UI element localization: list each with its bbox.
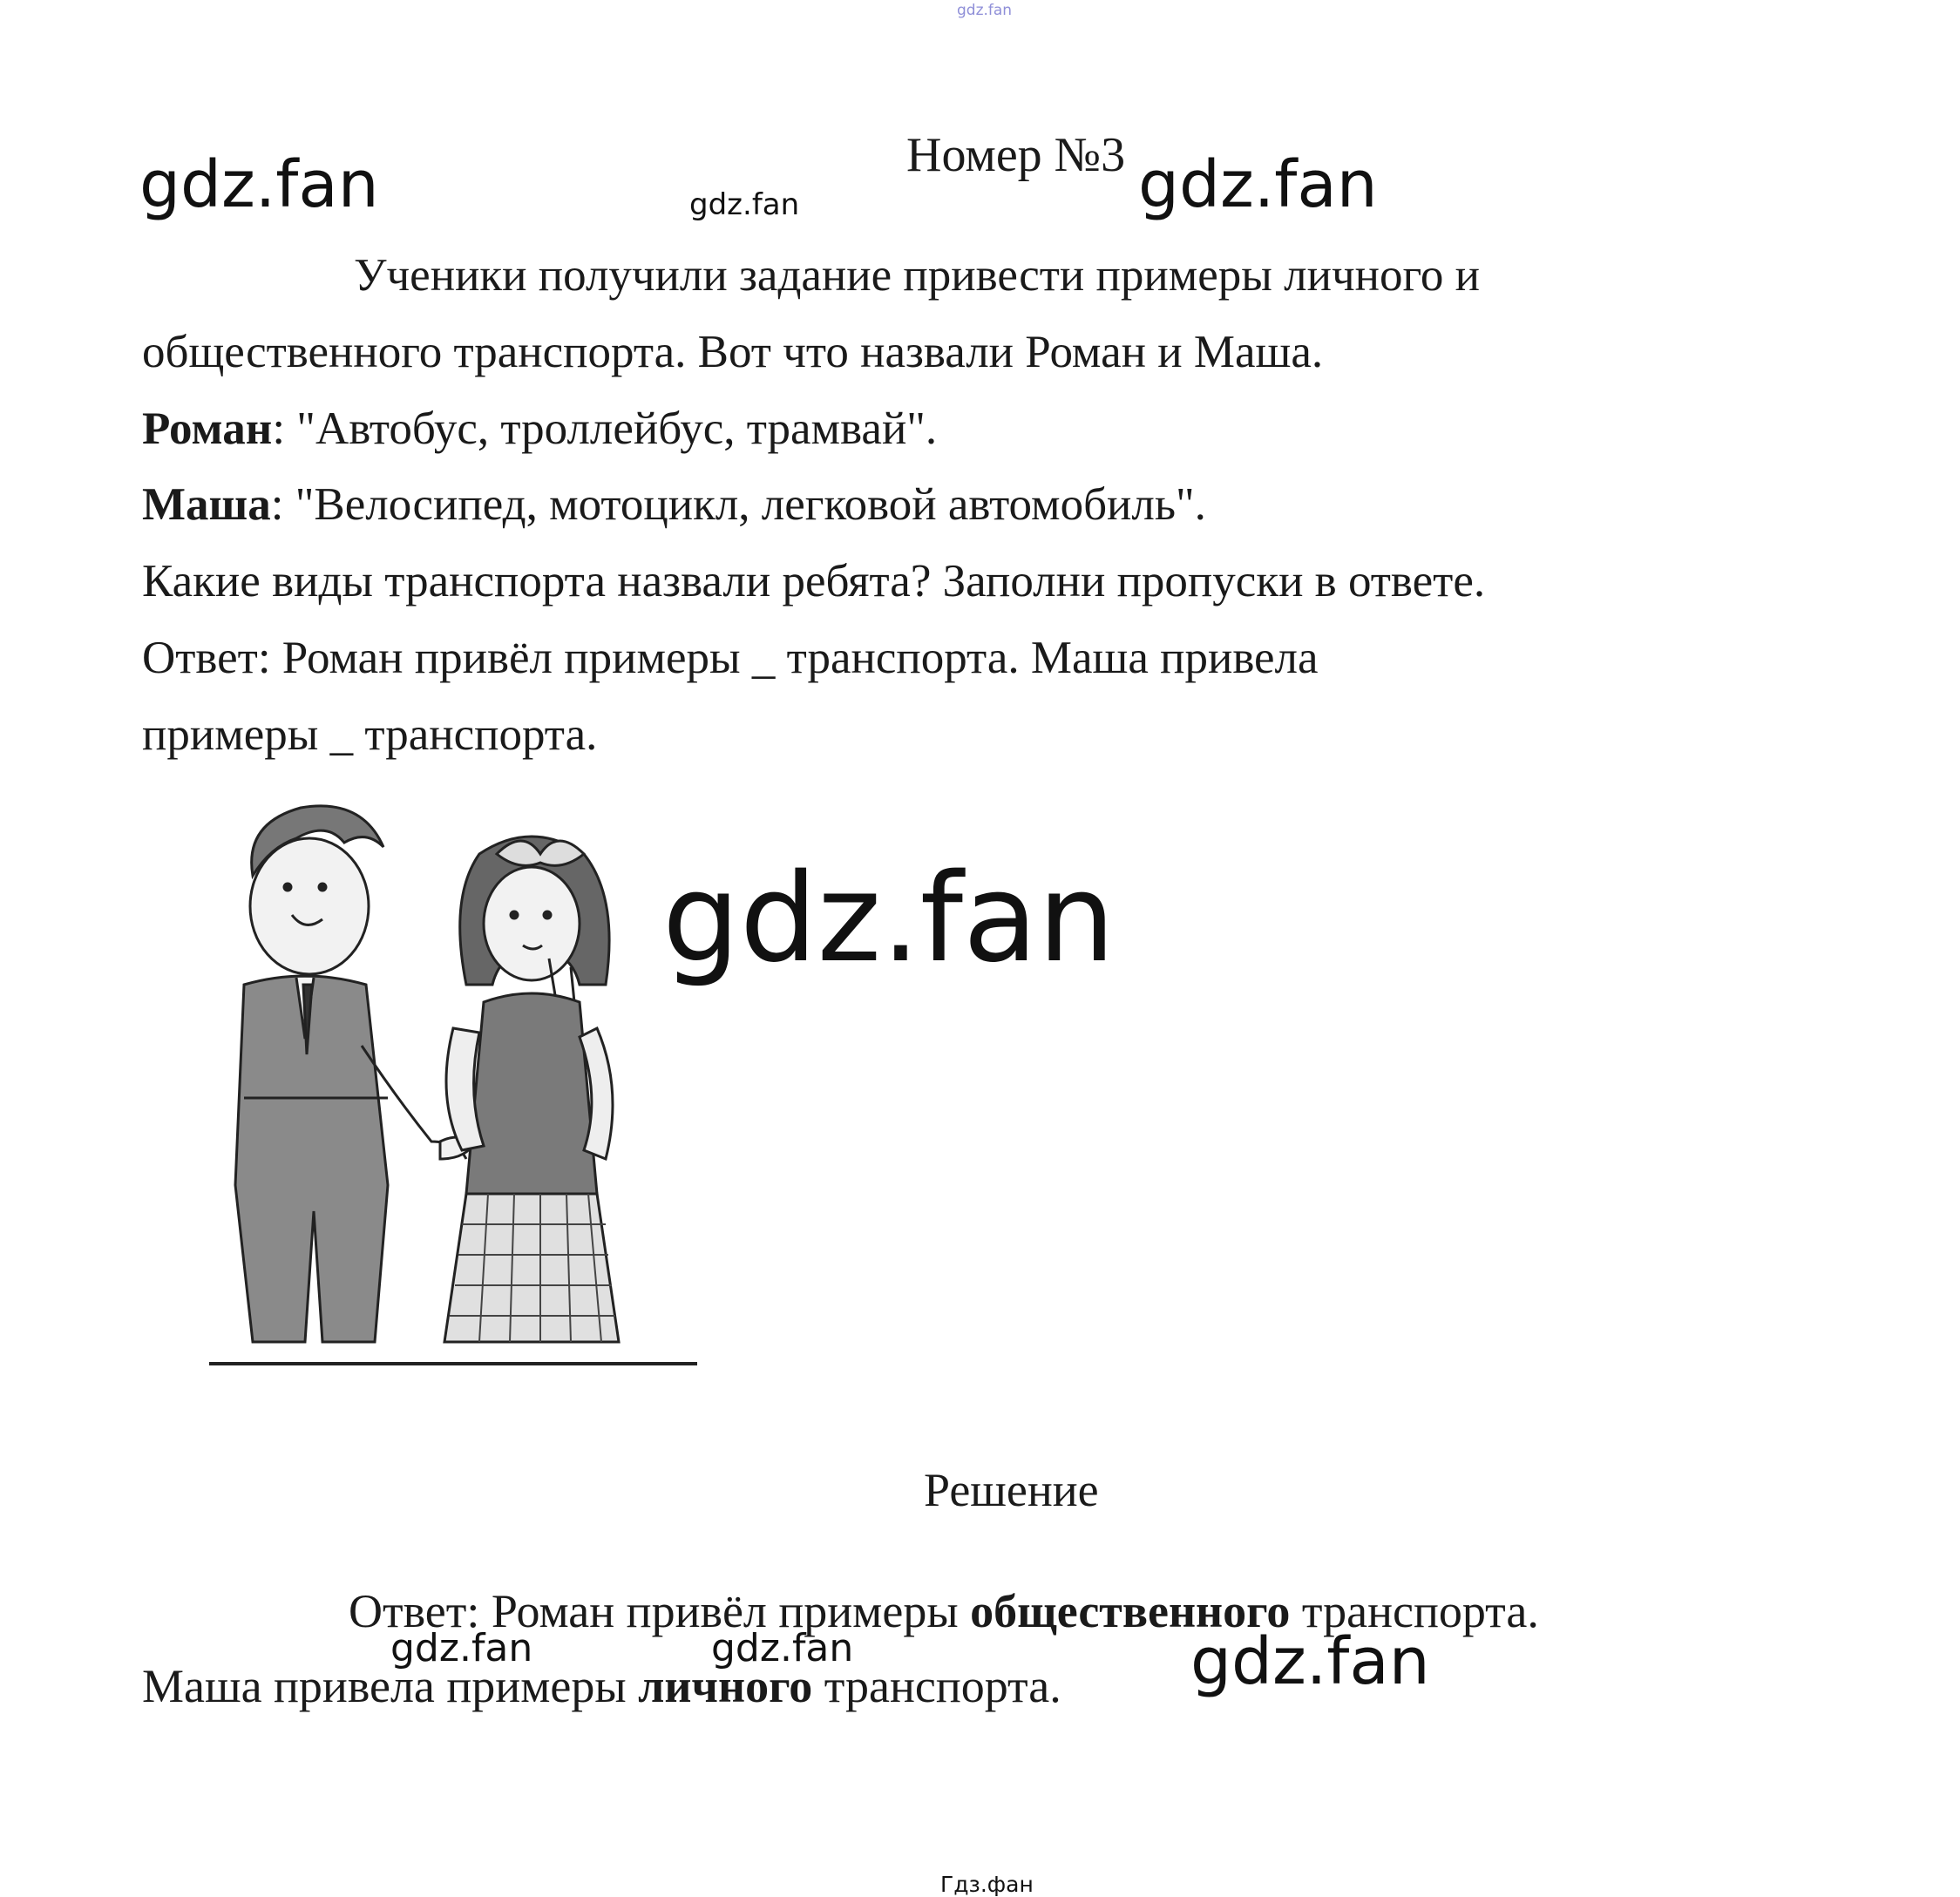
boy-and-girl-illustration [183, 784, 732, 1394]
task-line-1 [142, 250, 1693, 301]
answer-template-line-1: Ответ: Роман привёл примеры _ транспорта. Маша привела [142, 633, 1319, 683]
footer-watermark: Гдз.фан [940, 1872, 1034, 1897]
task-title: Номер №3 [906, 128, 1126, 182]
watermark-5: gdz.fan [711, 1626, 854, 1670]
solution-a2-post: транспорта. [812, 1660, 1061, 1712]
roman-text: : "Автобус, троллейбус, трамвай". [272, 403, 938, 454]
solution-a1-pre: Ответ: Роман привёл примеры [349, 1585, 971, 1637]
watermark-4: gdz.fan [390, 1626, 533, 1670]
task-line-2: общественного транспорта. Вот что назвали Роман и Маша. [142, 327, 1324, 377]
watermark-big: gdz.fan [662, 848, 1116, 990]
answer-template-line-2: примеры _ транспорта. [142, 709, 598, 760]
watermark-6: gdz.fan [1190, 1624, 1430, 1699]
masha-name: Маша [142, 479, 271, 530]
solution-a1-bold: общественного [970, 1585, 1291, 1637]
roman-name: Роман [142, 403, 273, 454]
solution-answer-line-2 [142, 1660, 1061, 1712]
solution-title: Решение [924, 1464, 1099, 1516]
solution-a2-pre: Маша привела примеры [142, 1660, 639, 1712]
solution-a1-post: транспорта. [1290, 1585, 1539, 1637]
watermark-2: gdz.fan [689, 187, 800, 222]
task-line-1-text: Ученики получили задание привести примеры личного и [354, 250, 1481, 301]
solution-a2-bold: личного [638, 1660, 813, 1712]
masha-line [142, 479, 1693, 530]
watermark-3: gdz.fan [1138, 147, 1378, 222]
watermark-1: gdz.fan [139, 147, 379, 222]
question-line: Какие виды транспорта назвали ребята? Заполни пропуски в ответе. [142, 556, 1486, 606]
roman-line [142, 403, 1693, 454]
masha-text: : "Велосипед, мотоцикл, легковой автомобиль". [270, 479, 1206, 530]
watermark-top: gdz.fan [957, 2, 1013, 19]
